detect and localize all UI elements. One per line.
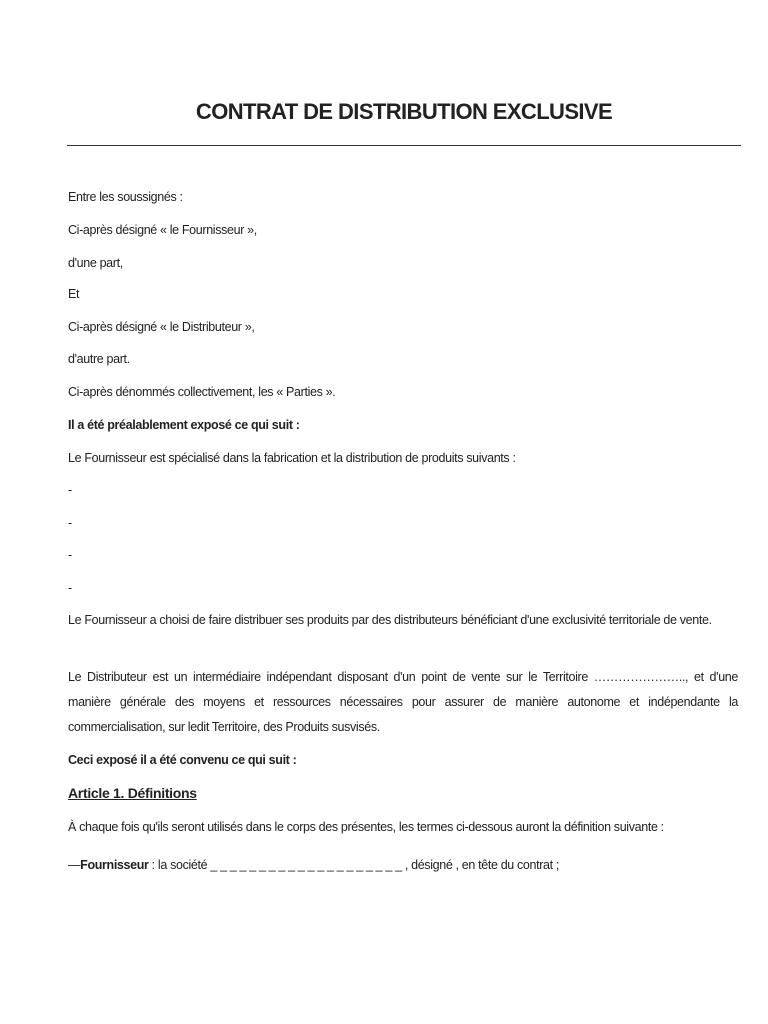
and-line: Et xyxy=(68,287,80,301)
definition-term-supplier: Fournisseur xyxy=(80,858,149,872)
between-line: Entre les soussignés : xyxy=(68,190,183,204)
product-list-item: - xyxy=(68,483,72,497)
product-list-item: - xyxy=(68,581,72,595)
article-1-heading: Article 1. Définitions xyxy=(68,785,197,801)
definitions-intro-line: À chaque fois qu'ils seront utilisés dans le corps des présentes, les termes ci-dessous auront la définition suivante : xyxy=(68,820,664,834)
one-part-line: d'une part, xyxy=(68,256,123,270)
agreed-heading: Ceci exposé il a été convenu ce qui suit : xyxy=(68,753,297,767)
preamble-heading: Il a été préalablement exposé ce qui suit : xyxy=(68,418,300,432)
other-part-line: d'autre part. xyxy=(68,352,130,366)
definition-text-supplier: : la société _ _ _ _ _ _ _ _ _ _ _ _ _ _ _ _ _ _ _ _ , désigné , en tête du contrat ; xyxy=(148,858,560,872)
collective-line: Ci-après dénommés collectivement, les « Parties ». xyxy=(68,385,336,399)
distributor-designation-line: Ci-après désigné « le Distributeur », xyxy=(68,320,255,334)
supplier-designation-line: Ci-après désigné « le Fournisseur », xyxy=(68,223,257,237)
supplier-specialized-line: Le Fournisseur est spécialisé dans la fabrication et la distribution de produits suivants : xyxy=(68,451,516,465)
document-title: CONTRAT DE DISTRIBUTION EXCLUSIVE xyxy=(195,99,613,124)
definition-supplier-line xyxy=(68,858,559,872)
definition-dash: — xyxy=(68,858,81,872)
product-list-item: - xyxy=(68,516,72,530)
supplier-choice-paragraph: Le Fournisseur a choisi de faire distribuer ses produits par des distributeurs bénéficiant d'une exclusivité territoriale de vente. xyxy=(68,613,712,627)
product-list-item: - xyxy=(68,548,72,562)
distributor-description-paragraph: Le Distributeur est un intermédiaire indépendant disposant d'un point de vente sur le Territoire ………………….., et d'une manière générale des moyens et ressources nécessaires pour assurer de manière autonome et indépendante la commercialisation, sur ledit Territoire, des Produits susvisés. xyxy=(68,670,738,734)
title-divider xyxy=(67,145,741,146)
